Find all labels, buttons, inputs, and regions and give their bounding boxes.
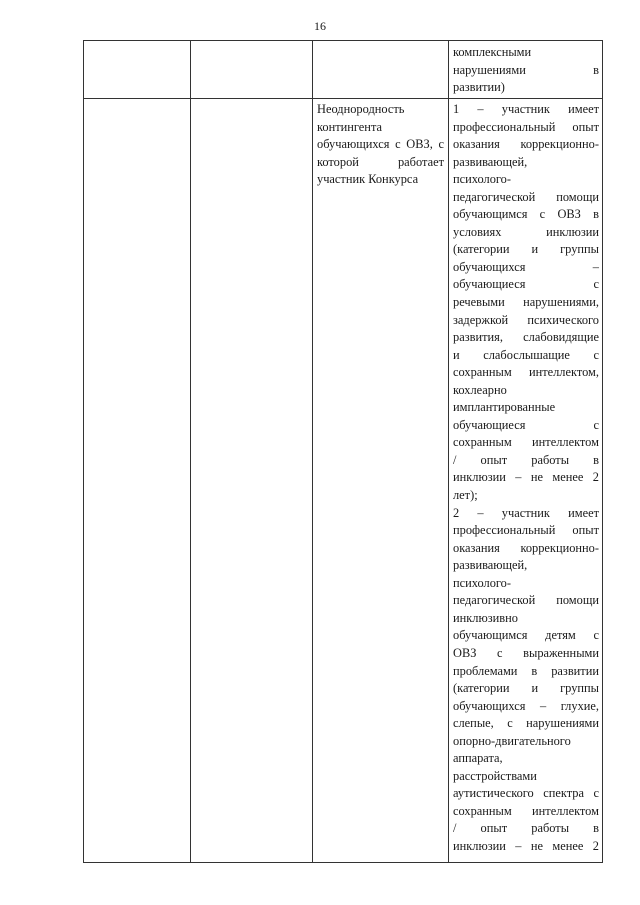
text-line: / опыт работы в (453, 821, 599, 836)
text-line: которой работает (317, 154, 444, 169)
text-line: слепые, с нарушениями (453, 716, 599, 731)
text-line: участник Конкурса (317, 172, 419, 187)
column-divider (190, 41, 191, 862)
text-line: сохранным интеллектом (453, 435, 599, 450)
text-line: педагогической помощи (453, 593, 599, 608)
text-line: обучающихся – глухие, (453, 698, 599, 713)
text-line: развитии) (453, 80, 505, 95)
text-line: обучающимся с ОВЗ в (453, 207, 599, 222)
text-line: и слабослышащие с (453, 347, 599, 362)
text-line: задержкой психического (453, 312, 599, 327)
column-divider (448, 41, 449, 862)
text-line: оказания коррекционно- (453, 137, 599, 152)
row2-scoring-cell (453, 101, 599, 856)
text-line: обучающиеся с (453, 417, 599, 432)
text-line: (категории и группы (453, 242, 599, 257)
text-line: речевыми нарушениями, (453, 295, 599, 310)
text-line: опорно-двигательного (453, 733, 571, 748)
text-line: нарушениями в (453, 62, 599, 77)
text-line: психолого- (453, 172, 511, 187)
text-line: сохранным интеллектом (453, 803, 599, 818)
text-line: инклюзии – не менее 2 (453, 838, 599, 853)
text-line: расстройствами (453, 768, 537, 783)
criteria-table (83, 40, 603, 863)
column-divider (312, 41, 313, 862)
row-divider (84, 98, 602, 99)
text-line: оказания коррекционно- (453, 540, 599, 555)
text-line: контингента (317, 119, 383, 134)
text-line: Неоднородность (317, 102, 405, 116)
page-number: 16 (314, 19, 326, 33)
row2-criterion-cell (317, 101, 444, 189)
text-line: 1 – участник имеет (453, 102, 599, 116)
text-line: 2 – участник имеет (453, 505, 599, 520)
text-line: имплантированные (453, 400, 556, 415)
text-line: (категории и группы (453, 681, 599, 696)
text-line: обучающихся – (453, 259, 599, 274)
text-line: психолого- (453, 575, 511, 590)
text-line: ОВЗ с выраженными (453, 645, 599, 660)
text-line: сохранным интеллектом, (453, 365, 599, 380)
text-line: инклюзии – не менее 2 (453, 470, 599, 485)
text-line: инклюзивно (453, 610, 518, 625)
text-line: обучающиеся с (453, 277, 599, 292)
text-line: развития, слабовидящие (453, 330, 599, 345)
text-line: кохлеарно (453, 382, 507, 397)
text-line: профессиональный опыт (453, 119, 599, 134)
text-line: условиях инклюзии (453, 224, 599, 239)
text-line: проблемами в развитии (453, 663, 599, 678)
text-line: аутистического спектра с (453, 786, 599, 801)
text-line: комплексными (453, 45, 532, 59)
text-line: обучающихся с ОВЗ, с (317, 137, 444, 152)
text-line: / опыт работы в (453, 452, 599, 467)
text-line: обучающимся детям с (453, 628, 599, 643)
text-line: педагогической помощи (453, 189, 599, 204)
text-line: развивающей, (453, 558, 528, 573)
text-line: профессиональный опыт (453, 523, 599, 538)
text-line: аппарата, (453, 751, 503, 766)
text-line: развивающей, (453, 154, 528, 169)
text-line: лет); (453, 488, 478, 503)
row1-col4-cell (453, 44, 599, 97)
